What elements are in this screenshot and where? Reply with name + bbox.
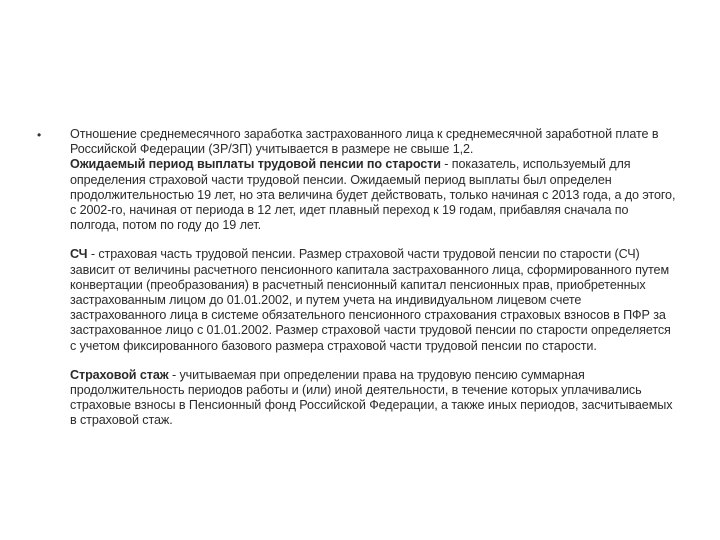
paragraph-text: - учитываемая при определении права на трудовую пенсию суммарная продолжительность периодов работы и (или) иной деятельности, в течение которых уплачивались страховые взносы в Пенсионный фонд Российской Федерации, а также иных периодов, засчитываемых в страховой стаж. bbox=[70, 367, 673, 428]
paragraph-text: - показатель, используемый для определения страховой части трудовой пенсии. Ожидаемый период выплаты был определен продолжительностью 19 лет, но эта величина будет действовать, только начиная с 2013 года, а до этого, с 2002-го, начиная от периода в 12 лет, идет плавный переход к 19 годам, прибавляя сначала по полгода, потом по году до 19 лет. bbox=[70, 157, 676, 233]
paragraph-earnings-ratio bbox=[70, 127, 676, 157]
paragraph-text: Отношение среднемесячного заработка застрахованного лица к среднемесячной заработной плате в Российской Федерации (ЗР/ЗП) учитывается в размере не свыше 1,2. bbox=[70, 127, 659, 157]
paragraph-insurance-record bbox=[70, 368, 676, 429]
term-sch: СЧ bbox=[70, 247, 88, 262]
term-insurance-record: Страховой стаж bbox=[70, 367, 169, 382]
paragraph-expected-payout-period bbox=[70, 157, 676, 233]
term-expected-payout-period: Ожидаемый период выплаты трудовой пенсии по старости bbox=[70, 157, 441, 172]
bullet-marker: • bbox=[37, 128, 42, 142]
paragraph-insurance-part bbox=[70, 247, 676, 353]
slide-text-block bbox=[70, 127, 676, 429]
paragraph-text: - страховая часть трудовой пенсии. Размер страховой части трудовой пенсии по старости (СЧ) зависит от величины расчетного пенсионного капитала застрахованного лица, сформированного путем конвертации (преобразования) в расчетный пенсионный капитал пенсионных прав, приобретенных застрахованным лицом до 01.01.2002, и путем учета на индивидуальном лицевом счете застрахованного лица в системе обязательного пенсионного страхования страховых взносов в ПФР за застрахованное лицо с 01.01.2002. Размер страховой части трудовой пенсии по старости определяется с учетом фиксированного базового размера страховой части трудовой пенсии по старости. bbox=[70, 247, 671, 353]
